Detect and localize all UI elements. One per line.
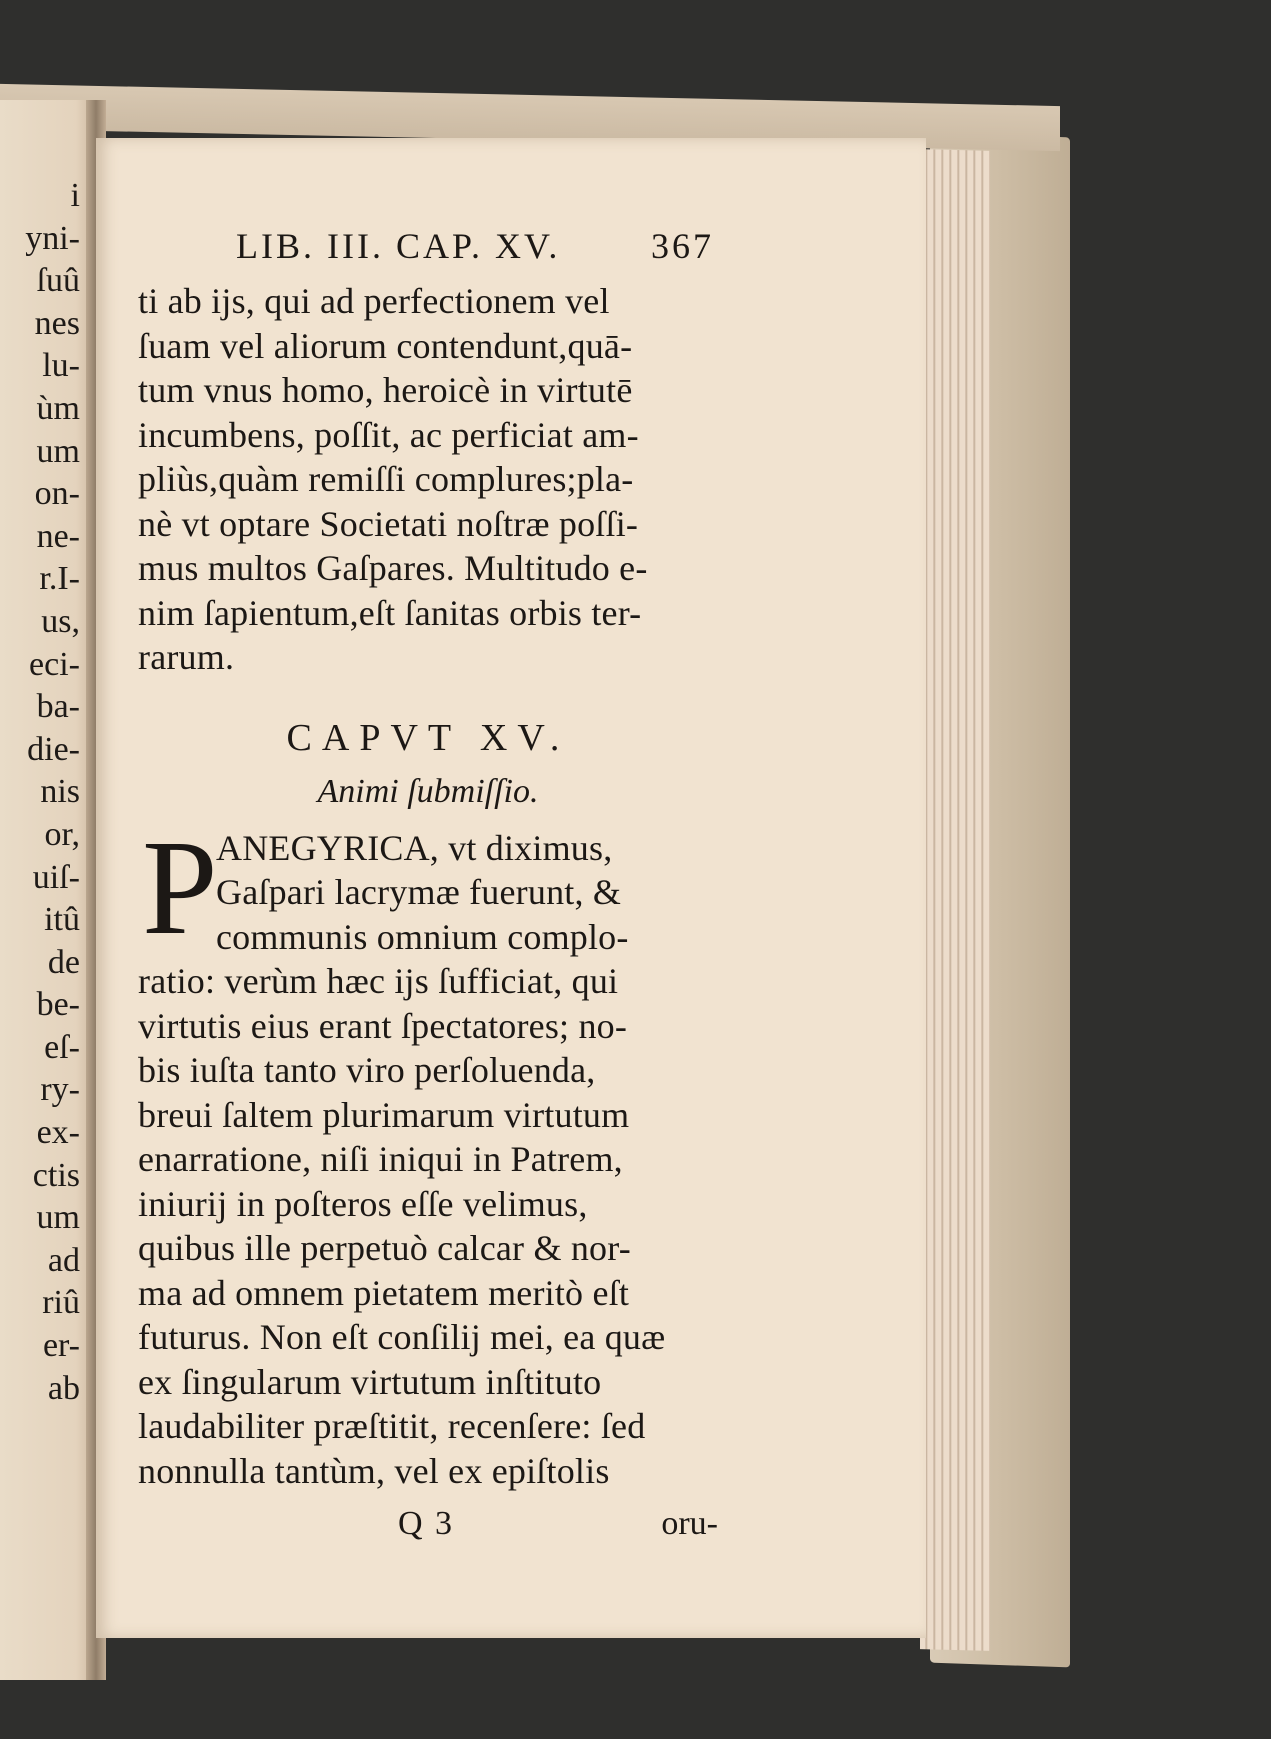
text-line: bis iuſta tanto viro perſoluenda, — [138, 1050, 596, 1090]
text-line: rarum. — [138, 637, 235, 677]
facing-page-fragment: ùm — [36, 389, 80, 427]
text-line: laudabiliter præſtitit, recenſere: ſed — [138, 1406, 646, 1446]
text-line: nim ſapientum,eſt ſanitas orbis ter- — [138, 592, 642, 633]
facing-page-fragment: itû — [44, 901, 80, 939]
facing-page-fragment: ab — [47, 1369, 80, 1407]
facing-page-fragment: ad — [47, 1241, 80, 1279]
text-line: ex ſingularum virtutum inſtituto — [138, 1361, 602, 1402]
facing-page-fragment: lu- — [42, 347, 80, 385]
facing-page-fragment: eſ- — [44, 1028, 80, 1066]
body-text-main — [138, 959, 718, 1493]
body-text-top — [138, 279, 718, 680]
facing-page-fragment: um — [36, 1199, 80, 1237]
chapter-paragraph — [138, 812, 718, 1494]
facing-page-fragment: ry- — [40, 1071, 80, 1109]
running-header — [138, 225, 718, 279]
text-line: ſuam vel aliorum contendunt,quā- — [138, 325, 633, 366]
text-line: virtutis eius erant ſpectatores; no- — [138, 1005, 628, 1046]
facing-page-fragment: die- — [27, 730, 80, 768]
chapter-heading: CAPVT XV. — [286, 716, 570, 759]
facing-page-fragment: eci- — [29, 645, 80, 683]
page-number: 367 — [651, 226, 714, 266]
page-footer — [138, 1499, 718, 1549]
text-line: breui ſaltem plurimarum virtutum — [138, 1094, 630, 1135]
text-line: communis omnium complo- — [216, 916, 629, 957]
text-line: ANEGYRICA, vt diximus, — [216, 827, 613, 868]
text-line: quibus ille perpetuò calcar & nor- — [138, 1228, 631, 1268]
text-line: nonnulla tantùm, vel ex epiſtolis — [138, 1450, 610, 1491]
facing-page-fragment: de — [47, 943, 80, 981]
facing-page-fragment: ba- — [36, 688, 80, 726]
drop-capital: P — [142, 812, 218, 963]
signature-mark: Q 3 — [398, 1505, 455, 1542]
facing-page-fragment: er- — [42, 1327, 80, 1365]
text-line: Gaſpari lacrymæ fuerunt, & — [216, 872, 622, 912]
facing-page-fragment: um — [36, 432, 80, 470]
text-line: pliùs,quàm remiſſi complures;pla- — [138, 459, 634, 499]
text-line: nè vt optare Societati noſtræ poſſi- — [138, 503, 639, 544]
page-text — [138, 225, 718, 1549]
facing-page-fragment: nis — [40, 773, 80, 811]
facing-page-fragment: uiſ- — [32, 858, 80, 896]
facing-page-text — [0, 175, 80, 1410]
text-line: mus multos Gaſpares. Multitudo e- — [138, 548, 648, 588]
facing-page-fragment: on- — [34, 475, 80, 513]
running-head: LIB. III. CAP. XV. — [236, 226, 561, 266]
text-line: iniurij in poſteros eſſe velimus, — [138, 1183, 588, 1224]
facing-page-fragment: i — [70, 177, 80, 214]
page-edges — [920, 149, 990, 1651]
facing-page-fragment: nes — [34, 304, 80, 342]
dropcap-lines — [138, 812, 718, 963]
text-line: ma ad omnem pietatem meritò eſt — [138, 1272, 630, 1313]
chapter-subtitle: Animi ſubmiſſio. — [317, 772, 539, 810]
facing-page-fragment: or, — [44, 815, 80, 853]
text-line: ratio: verùm hæc ijs ſufficiat, qui — [138, 961, 619, 1001]
facing-page-fragment: r.I- — [39, 560, 80, 598]
facing-page-fragment: ne- — [36, 517, 80, 555]
text-line: tum vnus homo, heroicè in virtutē — [138, 370, 633, 410]
facing-page-fragment: yni- — [25, 219, 80, 257]
facing-page-fragment: ex- — [36, 1114, 80, 1152]
facing-page-fragment: ſuû — [36, 262, 80, 300]
facing-page-fragment: us, — [41, 602, 80, 640]
facing-page-fragment: riû — [42, 1284, 80, 1322]
text-line: ti ab ijs, qui ad perfectionem vel — [138, 281, 610, 321]
facing-page-fragment: ctis — [32, 1156, 80, 1194]
text-line: futurus. Non eſt conſilij mei, ea quæ — [138, 1317, 666, 1357]
facing-page-fragment: be- — [36, 986, 80, 1024]
catchword: oru- — [661, 1505, 718, 1542]
text-line: incumbens, poſſit, ac perficiat am- — [138, 414, 639, 455]
text-line: enarratione, niſi iniqui in Patrem, — [138, 1139, 623, 1179]
